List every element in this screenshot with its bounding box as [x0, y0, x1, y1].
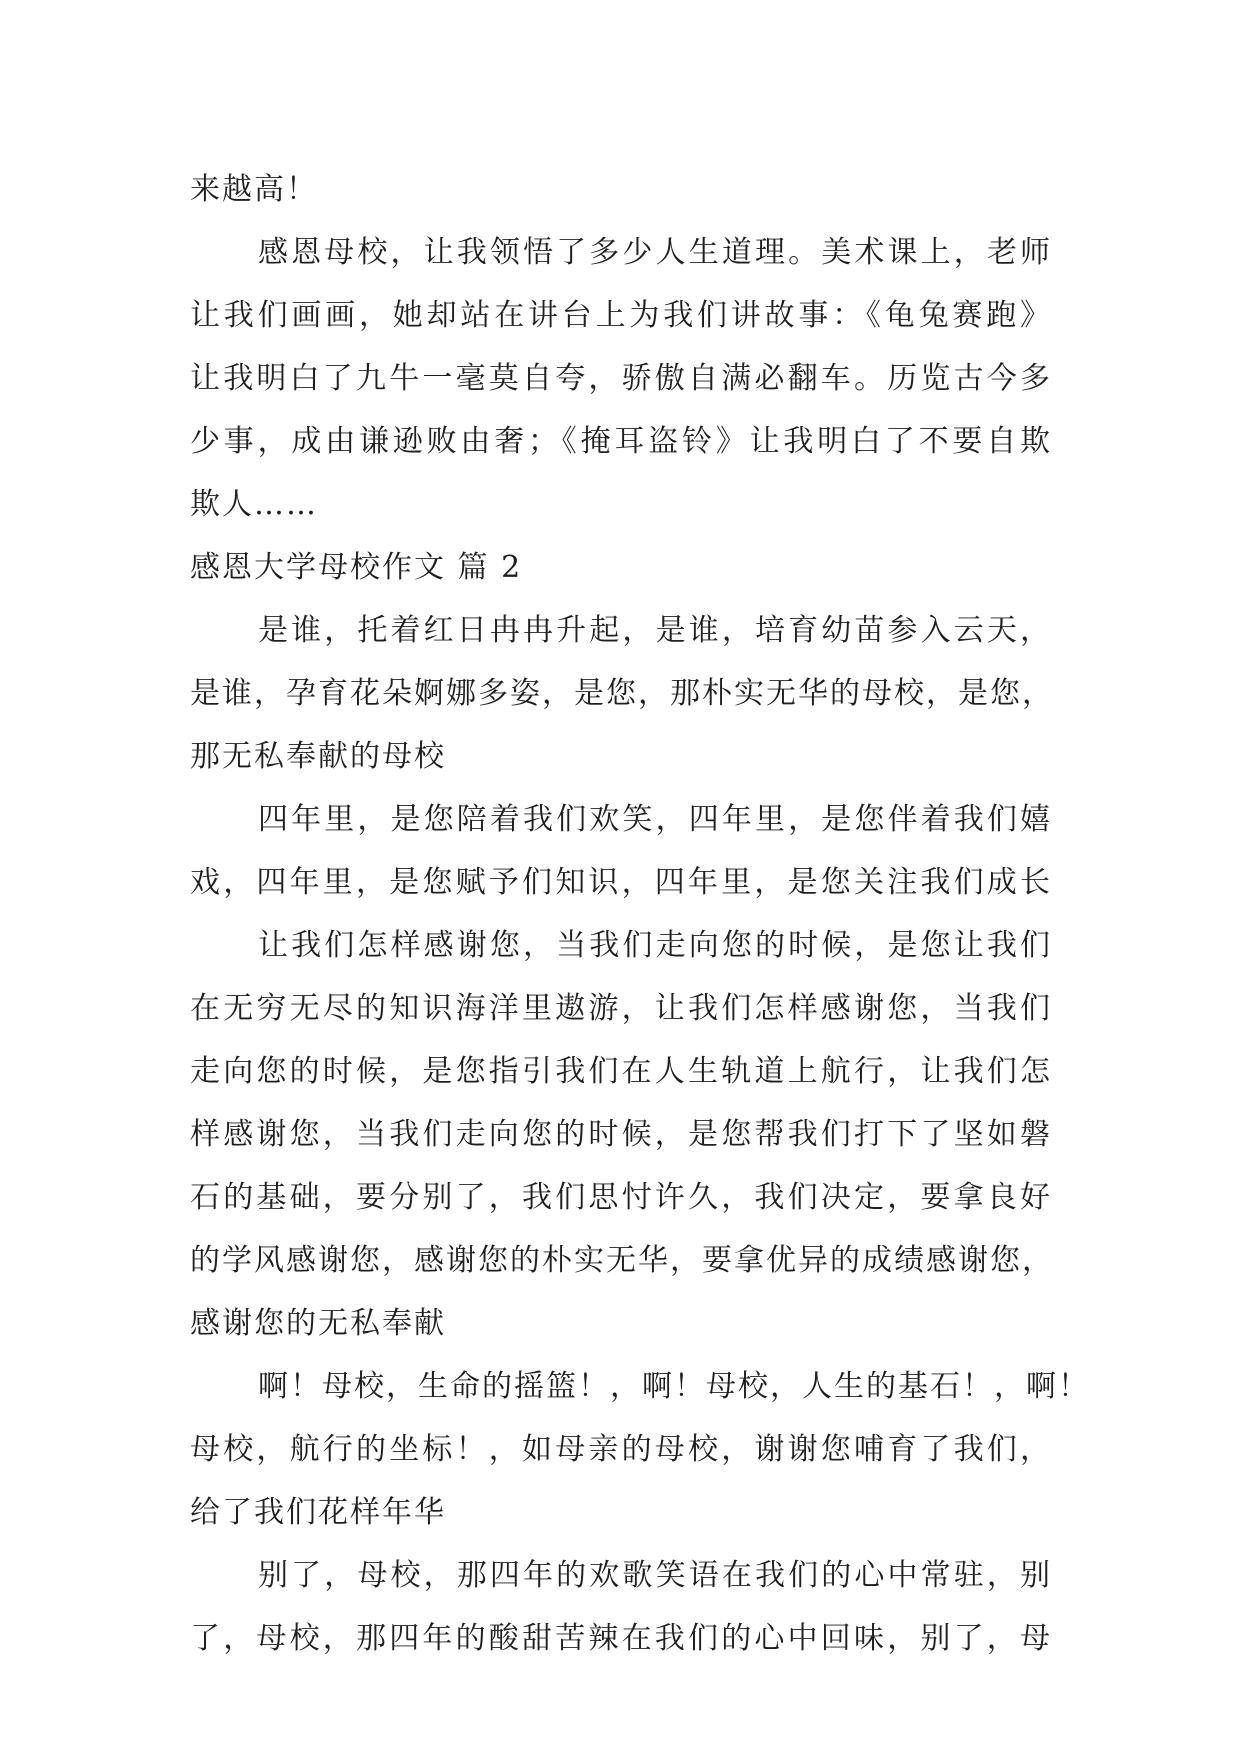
text-line: 走向您的时候，是您指引我们在人生轨道上航行，让我们怎	[190, 1054, 1052, 1089]
text-line: 让我们画画，她却站在讲台上为我们讲故事：《龟兔赛跑》	[190, 298, 1052, 333]
paragraph-start: 是谁，托着红日冉冉升起，是谁，培育幼苗参入云天，	[258, 613, 1052, 648]
text-line: 欺人……	[190, 487, 318, 522]
text-line: 在无穷无尽的知识海洋里遨游，让我们怎样感谢您，当我们	[190, 991, 1052, 1026]
paragraph-start: 别了，母校，那四年的欢歌笑语在我们的心中常驻，别	[258, 1558, 1052, 1593]
text-line: 母校，航行的坐标！，如母亲的母校，谢谢您哺育了我们，	[190, 1432, 1052, 1467]
paragraph-start: 感恩母校，让我领悟了多少人生道理。美术课上，老师	[258, 235, 1052, 270]
paragraph-start: 啊！母校，生命的摇篮！，啊！母校，人生的基石！，啊！	[258, 1369, 1090, 1404]
text-line: 给了我们花样年华	[190, 1495, 446, 1530]
text-line: 那无私奉献的母校	[190, 739, 446, 774]
document-page	[190, 158, 1090, 1670]
text-line: 感谢您的无私奉献	[190, 1306, 446, 1341]
text-line: 了，母校，那四年的酸甜苦辣在我们的心中回味，别了，母	[190, 1621, 1052, 1656]
text-line: 少事，成由谦逊败由奢；《掩耳盗铃》让我明白了不要自欺	[190, 424, 1052, 459]
text-line: 来越高！	[190, 172, 318, 207]
text-line: 的学风感谢您，感谢您的朴实无华，要拿优异的成绩感谢您，	[190, 1243, 1054, 1278]
text-line: 是谁，孕育花朵婀娜多姿，是您，那朴实无华的母校，是您，	[190, 676, 1054, 711]
text-line: 石的基础，要分别了，我们思忖许久，我们决定，要拿良好	[190, 1180, 1052, 1215]
text-line: 戏，四年里，是您赋予们知识，四年里，是您关注我们成长	[190, 865, 1052, 900]
section-heading: 感恩大学母校作文 篇 2	[190, 550, 523, 585]
paragraph-start: 四年里，是您陪着我们欢笑，四年里，是您伴着我们嬉	[258, 802, 1052, 837]
text-line: 样感谢您，当我们走向您的时候，是您帮我们打下了坚如磐	[190, 1117, 1052, 1152]
paragraph-start: 让我们怎样感谢您，当我们走向您的时候，是您让我们	[258, 928, 1052, 963]
text-line: 让我明白了九牛一毫莫自夸，骄傲自满必翻车。历览古今多	[190, 361, 1052, 396]
